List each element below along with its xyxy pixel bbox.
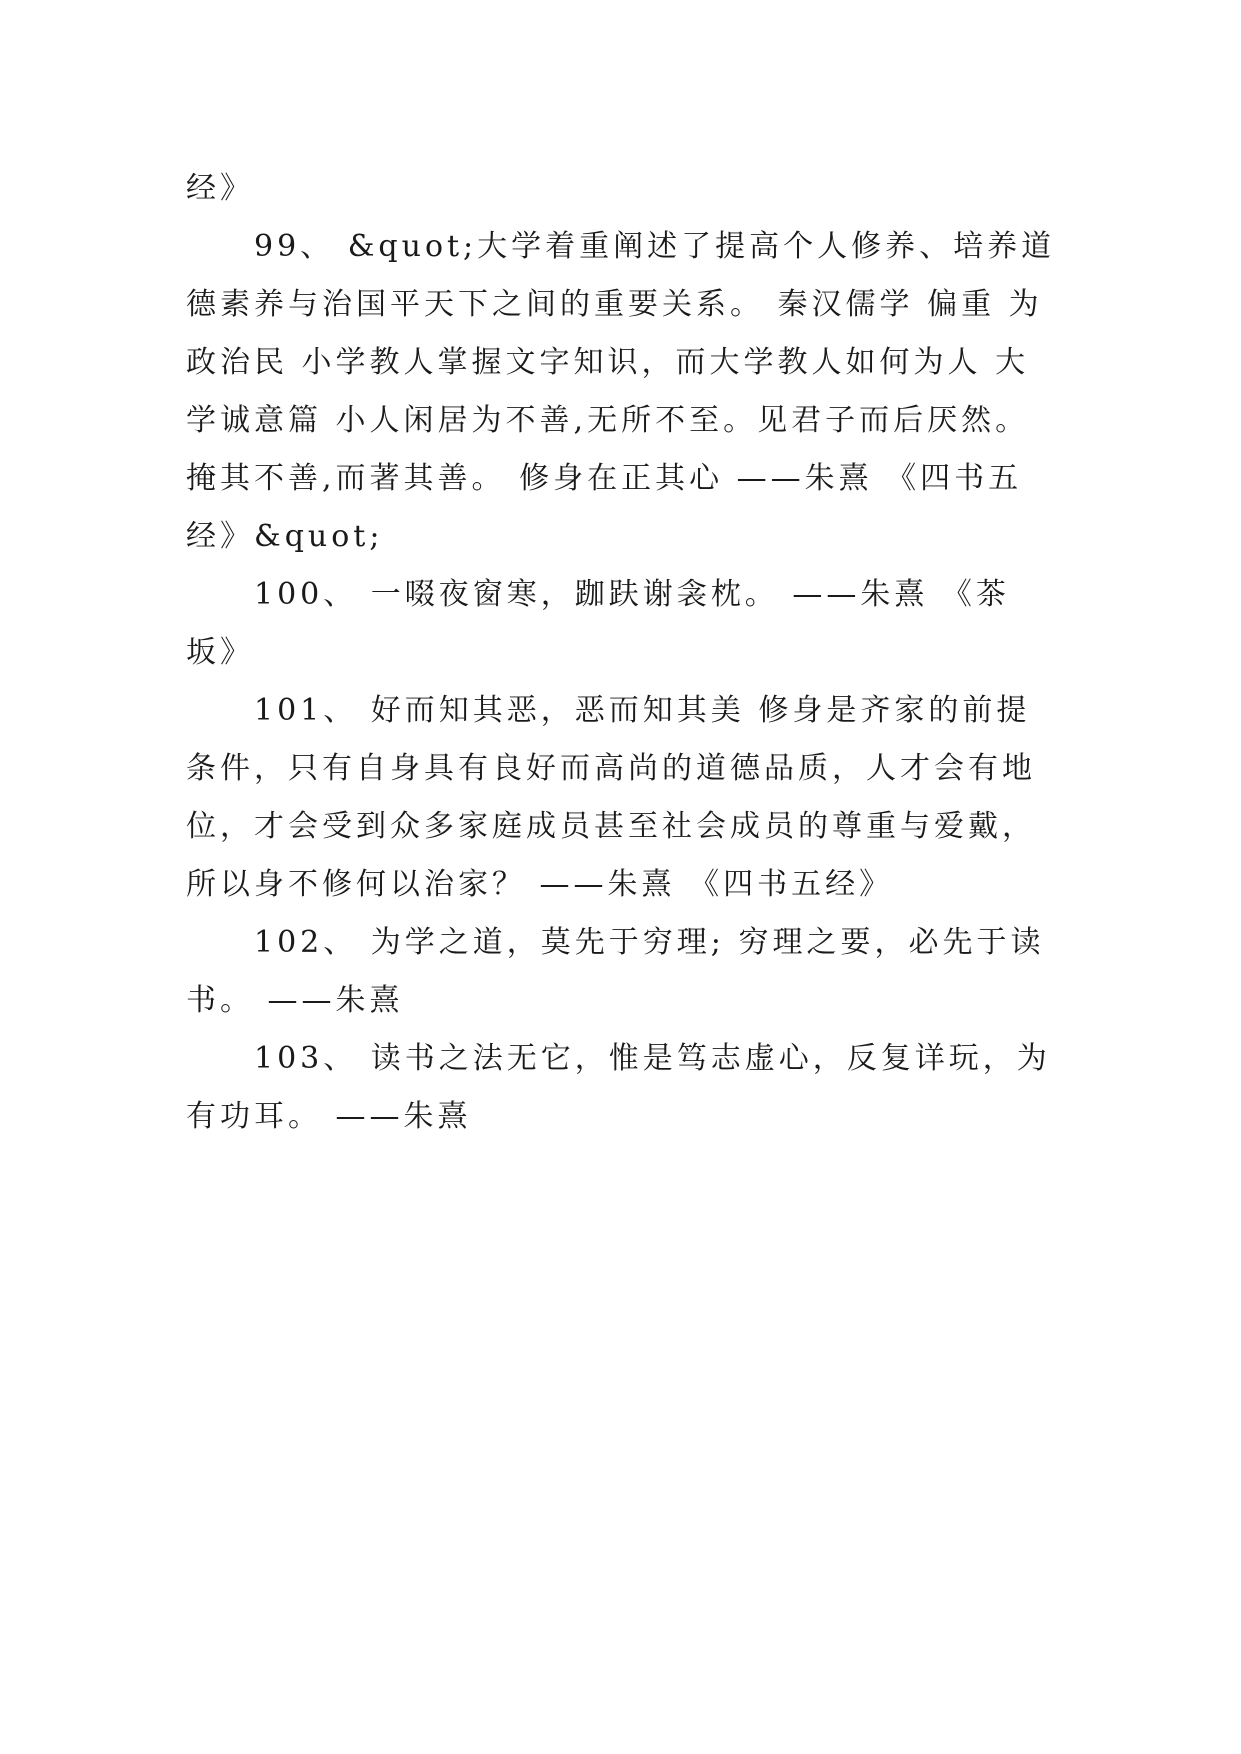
paragraph-99: 99、 &quot;大学着重阐述了提高个人修养、培养道德素养与治国平天下之间的重要关系。 秦汉儒学 偏重 为政治民 小学教人掌握文字知识，而大学教人如何为人 大学诚意篇 小人闲居为不善,无所不至。见君子而后厌然。掩其不善,而著其善。 修身在正其心 ——朱熹 《四书五经》&quot; — [186, 229, 1056, 554]
paragraph-continuation: 经》 — [186, 171, 254, 206]
paragraph-101: 101、 好而知其恶，恶而知其美 修身是齐家的前提条件，只有自身具有良好而高尚的道德品质，人才会有地位，才会受到众多家庭成员甚至社会成员的尊重与爱戴，所以身不修何以治家？ ——朱熹 《四书五经》 — [186, 693, 1036, 902]
paragraph-103: 103、 读书之法无它，惟是笃志虚心，反复详玩，为有功耳。 ——朱熹 — [186, 1041, 1051, 1134]
paragraph-100: 100、 一啜夜窗寒，跏趺谢衾枕。 ——朱熹 《茶坂》 — [186, 577, 1010, 670]
document-body — [186, 160, 1056, 1146]
paragraph-102: 102、 为学之道，莫先于穷理; 穷理之要，必先于读书。 ——朱熹 — [186, 925, 1045, 1018]
